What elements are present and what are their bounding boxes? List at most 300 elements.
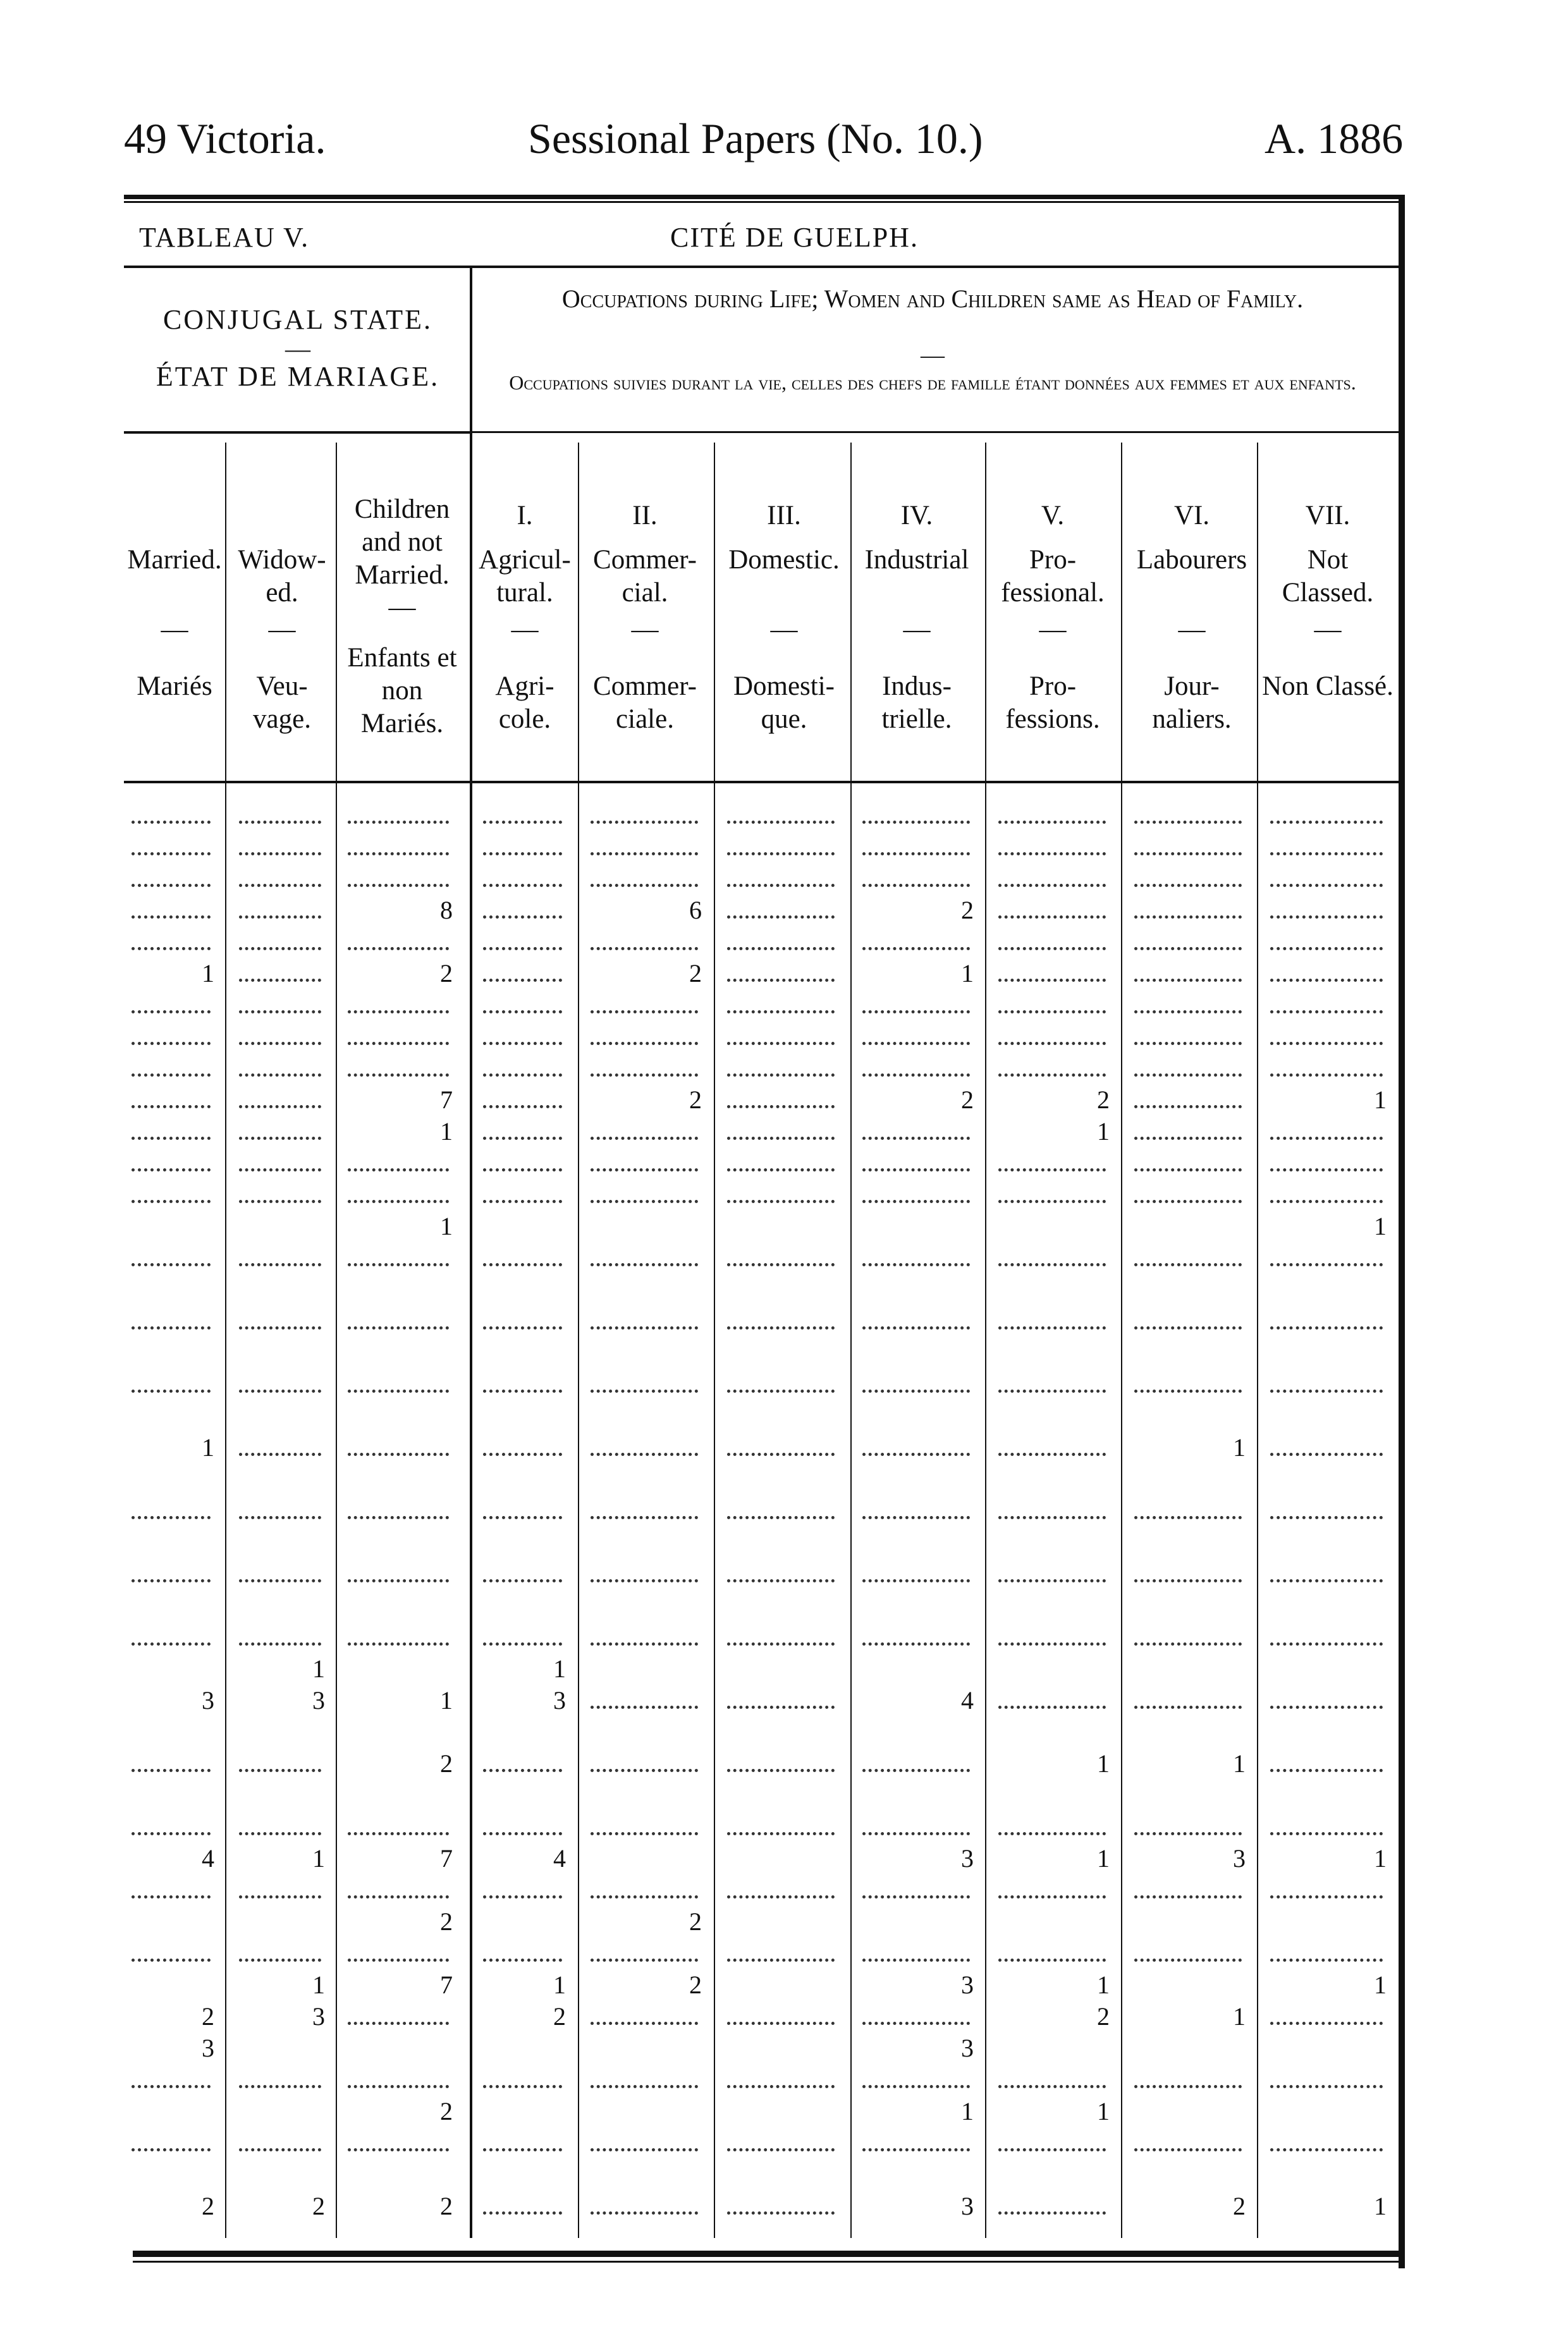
col-ind-num: IV.: [900, 501, 933, 530]
leader-dots: [348, 1042, 449, 1045]
col-dom-num: III.: [767, 501, 801, 530]
leader-dots: [862, 1579, 970, 1582]
col-prof-dash: —: [1039, 615, 1067, 644]
col-married-en: Married.: [127, 545, 222, 575]
leader-dots: [727, 1042, 835, 1045]
leader-dots: [998, 1263, 1106, 1266]
col-lab-num: VI.: [1173, 501, 1210, 530]
leader-dots: [998, 915, 1106, 919]
leader-dots: [483, 1579, 562, 1582]
leader-dots: [998, 1453, 1106, 1456]
leader-dots: [1134, 1579, 1242, 1582]
leader-dots: [132, 1390, 211, 1393]
leader-dots: [862, 2148, 970, 2151]
leader-dots: [862, 1326, 970, 1330]
table-cell: 3: [961, 1971, 974, 1999]
leader-dots: [998, 979, 1106, 982]
leader-dots: [132, 1959, 211, 1962]
col-divider: [985, 443, 986, 2238]
leader-dots: [1134, 1263, 1242, 1266]
leader-dots: [1270, 1010, 1383, 1013]
table-cell: 8: [440, 896, 453, 924]
leader-dots: [862, 1453, 970, 1456]
leader-dots: [1270, 1137, 1383, 1140]
leader-dots: [132, 2148, 211, 2151]
table-cell: 3: [312, 1686, 325, 1715]
col-prof-en: Pro-fessional.: [1001, 545, 1105, 608]
leader-dots: [727, 1105, 835, 1108]
bottom-rule: [133, 2251, 1401, 2257]
leader-dots: [727, 1326, 835, 1330]
table-cell: 3: [202, 1686, 214, 1715]
table-cell: 1: [553, 1654, 566, 1683]
leader-dots: [591, 1642, 698, 1646]
leader-dots: [239, 1326, 321, 1330]
leader-dots: [862, 2085, 970, 2088]
leader-dots: [1270, 1579, 1383, 1582]
conjugal-fr: ÉTAT DE MARIAGE.: [156, 361, 440, 392]
leader-dots: [998, 2211, 1106, 2215]
leader-dots: [483, 2148, 562, 2151]
leader-dots: [1134, 1642, 1242, 1646]
table-cell: 1: [1233, 1749, 1246, 1778]
table-cell: 1: [1233, 1433, 1246, 1462]
leader-dots: [132, 1516, 211, 1519]
leader-dots: [348, 852, 449, 855]
col-comm-num: II.: [632, 501, 658, 530]
col-comm-fr: Commer-ciale.: [593, 671, 697, 734]
col-ind-dash: —: [903, 615, 931, 644]
col-lab-en: Labourers: [1136, 545, 1247, 575]
table-cell: 2: [1233, 2192, 1246, 2220]
leader-dots: [483, 2211, 562, 2215]
leader-dots: [132, 1073, 211, 1077]
col-married-fr: Mariés: [137, 671, 212, 701]
leader-dots: [1134, 1200, 1242, 1203]
rule-under-conjugal: [124, 431, 472, 434]
leader-dots: [1270, 1959, 1383, 1962]
leader-dots: [1270, 821, 1383, 824]
leader-dots: [998, 2085, 1106, 2088]
table-cell: 1: [553, 1971, 566, 1999]
leader-dots: [998, 1010, 1106, 1013]
col-dom-en: Domestic.: [728, 545, 840, 575]
leader-dots: [483, 1073, 562, 1077]
table-cell: 2: [312, 2192, 325, 2220]
rule-under-colheads: [124, 781, 1399, 783]
leader-dots: [727, 1168, 835, 1171]
leader-dots: [862, 1832, 970, 1835]
leader-dots: [998, 1706, 1106, 1709]
table-cell: 7: [440, 1085, 453, 1114]
col-prof-num: V.: [1041, 501, 1065, 530]
leader-dots: [348, 1010, 449, 1013]
leader-dots: [239, 1168, 321, 1171]
leader-dots: [727, 1706, 835, 1709]
leader-dots: [132, 852, 211, 855]
top-rule: [124, 195, 1401, 199]
leader-dots: [348, 1168, 449, 1171]
table-cell: 4: [202, 1844, 214, 1873]
col-comm-dash: —: [631, 615, 659, 644]
table-cell: 1: [1233, 2002, 1246, 2031]
leader-dots: [998, 1895, 1106, 1899]
leader-dots: [348, 884, 449, 887]
leader-dots: [591, 821, 698, 824]
table-cell: 2: [202, 2002, 214, 2031]
leader-dots: [862, 1200, 970, 1203]
leader-dots: [1134, 1010, 1242, 1013]
leader-dots: [239, 1642, 321, 1646]
leader-dots: [591, 1706, 698, 1709]
leader-dots: [727, 2211, 835, 2215]
leader-dots: [483, 1326, 562, 1330]
leader-dots: [483, 1168, 562, 1171]
table-cell: 1: [961, 959, 974, 988]
col-widowed-en: Widow-ed.: [238, 545, 326, 608]
leader-dots: [998, 1516, 1106, 1519]
leader-dots: [862, 1010, 970, 1013]
table-cell: 4: [553, 1844, 566, 1873]
leader-dots: [1134, 2148, 1242, 2151]
leader-dots: [1270, 1168, 1383, 1171]
col-agri-num: I.: [517, 501, 533, 530]
leader-dots: [239, 947, 321, 950]
leader-dots: [727, 821, 835, 824]
leader-dots: [1134, 1895, 1242, 1899]
leader-dots: [1270, 1706, 1383, 1709]
leader-dots: [1270, 1073, 1383, 1077]
leader-dots: [998, 1642, 1106, 1646]
leader-dots: [132, 884, 211, 887]
table-cell: 1: [1097, 1749, 1110, 1778]
leader-dots: [239, 1200, 321, 1203]
leader-dots: [1134, 1168, 1242, 1171]
table-cell: 2: [440, 959, 453, 988]
table-cell: 2: [440, 2097, 453, 2125]
leader-dots: [239, 1137, 321, 1140]
leader-dots: [483, 947, 562, 950]
leader-dots: [998, 821, 1106, 824]
leader-dots: [483, 1832, 562, 1835]
leader-dots: [727, 884, 835, 887]
leader-dots: [1270, 1895, 1383, 1899]
col-divider: [1121, 443, 1122, 2238]
leader-dots: [727, 2148, 835, 2151]
leader-dots: [591, 1453, 698, 1456]
table-cell: 2: [1097, 1085, 1110, 1114]
leader-dots: [1134, 1326, 1242, 1330]
leader-dots: [483, 1895, 562, 1899]
leader-dots: [862, 947, 970, 950]
leader-dots: [591, 1579, 698, 1582]
col-divider: [578, 443, 579, 2238]
leader-dots: [727, 1959, 835, 1962]
leader-dots: [348, 1516, 449, 1519]
leader-dots: [591, 1168, 698, 1171]
leader-dots: [591, 852, 698, 855]
leader-dots: [132, 1642, 211, 1646]
col-agri-en: Agricul-tural.: [479, 545, 571, 608]
table-cell: 3: [961, 2034, 974, 2062]
rule-under-occupations: [472, 431, 1399, 433]
leader-dots: [348, 947, 449, 950]
col-children-dash: —: [388, 592, 416, 622]
top-rule-thin: [124, 201, 1401, 203]
leader-dots: [239, 821, 321, 824]
leader-dots: [591, 2148, 698, 2151]
leader-dots: [483, 1642, 562, 1646]
conjugal-en: CONJUGAL STATE.: [162, 304, 433, 335]
leader-dots: [998, 1390, 1106, 1393]
leader-dots: [348, 2085, 449, 2088]
col-nc-fr: Non Classé.: [1262, 671, 1393, 701]
leader-dots: [483, 1516, 562, 1519]
leader-dots: [1134, 1832, 1242, 1835]
table-cell: 2: [689, 1971, 702, 1999]
leader-dots: [348, 1832, 449, 1835]
leader-dots: [1134, 1042, 1242, 1045]
leader-dots: [591, 1010, 698, 1013]
leader-dots: [591, 1516, 698, 1519]
leader-dots: [483, 852, 562, 855]
leader-dots: [132, 1769, 211, 1772]
leader-dots: [591, 2211, 698, 2215]
col-divider: [1257, 443, 1258, 2238]
leader-dots: [862, 1516, 970, 1519]
leader-dots: [239, 1516, 321, 1519]
table-cell: 1: [440, 1686, 453, 1715]
leader-dots: [862, 1137, 970, 1140]
col-agri-fr: Agri-cole.: [495, 671, 554, 734]
leader-dots: [132, 821, 211, 824]
leader-dots: [1270, 1642, 1383, 1646]
running-head-center: Sessional Papers (No. 10.): [528, 114, 983, 162]
col-ind-en: Industrial: [864, 545, 969, 575]
col-divider: [850, 443, 852, 2238]
col-nc-num: VII.: [1305, 501, 1351, 530]
leader-dots: [1134, 1105, 1242, 1108]
col-ind-fr: Indus-trielle.: [881, 671, 952, 734]
leader-dots: [998, 1579, 1106, 1582]
leader-dots: [132, 1010, 211, 1013]
leader-dots: [348, 1959, 449, 1962]
leader-dots: [1134, 979, 1242, 982]
table-cell: 2: [202, 2192, 214, 2220]
leader-dots: [239, 1073, 321, 1077]
leader-dots: [862, 1263, 970, 1266]
leader-dots: [591, 1895, 698, 1899]
leader-dots: [239, 1390, 321, 1393]
leader-dots: [591, 1263, 698, 1266]
leader-dots: [132, 1895, 211, 1899]
leader-dots: [1270, 2148, 1383, 2151]
leader-dots: [348, 1326, 449, 1330]
table-cell: 1: [1374, 1085, 1387, 1114]
leader-dots: [483, 1010, 562, 1013]
leader-dots: [862, 1959, 970, 1962]
leader-dots: [132, 1105, 211, 1108]
col-children-en: Children and not Married.: [354, 494, 450, 590]
leader-dots: [132, 1200, 211, 1203]
leader-dots: [862, 884, 970, 887]
col-agri-dash: —: [511, 615, 539, 644]
leader-dots: [591, 1832, 698, 1835]
col-nc-en: Not Classed.: [1282, 545, 1374, 608]
table-cell: 1: [1097, 2097, 1110, 2125]
leader-dots: [1134, 884, 1242, 887]
leader-dots: [239, 1959, 321, 1962]
leader-dots: [862, 1895, 970, 1899]
leader-dots: [1270, 884, 1383, 887]
leader-dots: [998, 1326, 1106, 1330]
leader-dots: [727, 2022, 835, 2025]
leader-dots: [998, 884, 1106, 887]
leader-dots: [591, 1200, 698, 1203]
table-label: TABLEAU V.: [139, 222, 310, 253]
leader-dots: [591, 1042, 698, 1045]
leader-dots: [1270, 852, 1383, 855]
leader-dots: [727, 1579, 835, 1582]
col-married-dash: —: [161, 615, 188, 644]
leader-dots: [483, 979, 562, 982]
conjugal-dash: —: [285, 334, 310, 363]
col-prof-fr: Pro-fessions.: [1005, 671, 1100, 734]
leader-dots: [1134, 1516, 1242, 1519]
table-cell: 1: [961, 2097, 974, 2125]
leader-dots: [998, 1042, 1106, 1045]
col-divider-major: [470, 266, 472, 2238]
leader-dots: [862, 1073, 970, 1077]
col-lab-fr: Jour-naliers.: [1152, 671, 1232, 734]
leader-dots: [239, 1769, 321, 1772]
leader-dots: [239, 1453, 321, 1456]
col-comm-en: Commer-cial.: [593, 545, 697, 608]
leader-dots: [727, 1895, 835, 1899]
leader-dots: [483, 1263, 562, 1266]
leader-dots: [132, 1832, 211, 1835]
leader-dots: [348, 1895, 449, 1899]
leader-dots: [483, 884, 562, 887]
leader-dots: [348, 1073, 449, 1077]
leader-dots: [998, 1168, 1106, 1171]
table-cell: 3: [961, 2192, 974, 2220]
col-dom-fr: Domesti-que.: [733, 671, 835, 734]
col-divider: [714, 443, 715, 2238]
table-cell: 2: [1097, 2002, 1110, 2031]
leader-dots: [1134, 1073, 1242, 1077]
leader-dots: [348, 2148, 449, 2151]
leader-dots: [591, 947, 698, 950]
leader-dots: [1134, 1390, 1242, 1393]
leader-dots: [862, 1042, 970, 1045]
leader-dots: [348, 1200, 449, 1203]
leader-dots: [483, 1769, 562, 1772]
leader-dots: [1270, 915, 1383, 919]
leader-dots: [998, 1200, 1106, 1203]
col-divider: [225, 443, 226, 2238]
col-children-fr: Enfants et non Mariés.: [347, 643, 457, 738]
leader-dots: [239, 1832, 321, 1835]
col-widowed-fr: Veu-vage.: [253, 671, 311, 734]
leader-dots: [862, 821, 970, 824]
leader-dots: [998, 852, 1106, 855]
leader-dots: [727, 1453, 835, 1456]
leader-dots: [727, 979, 835, 982]
table-cell: 3: [553, 1686, 566, 1715]
leader-dots: [348, 1579, 449, 1582]
col-widowed-dash: —: [268, 615, 296, 644]
running-head-left: 49 Victoria.: [124, 114, 326, 162]
rule-under-title: [124, 266, 1401, 268]
leader-dots: [483, 2085, 562, 2088]
leader-dots: [348, 1390, 449, 1393]
leader-dots: [1270, 1832, 1383, 1835]
leader-dots: [1270, 1263, 1383, 1266]
leader-dots: [239, 1579, 321, 1582]
leader-dots: [727, 1200, 835, 1203]
right-border: [1399, 195, 1405, 2268]
leader-dots: [1134, 915, 1242, 919]
leader-dots: [483, 821, 562, 824]
leader-dots: [727, 1516, 835, 1519]
leader-dots: [1134, 1706, 1242, 1709]
leader-dots: [727, 1642, 835, 1646]
leader-dots: [483, 1200, 562, 1203]
leader-dots: [1270, 2085, 1383, 2088]
leader-dots: [727, 1073, 835, 1077]
leader-dots: [239, 1105, 321, 1108]
table-cell: 1: [202, 959, 214, 988]
leader-dots: [132, 2085, 211, 2088]
table-cell: 2: [689, 1907, 702, 1936]
leader-dots: [591, 1137, 698, 1140]
leader-dots: [862, 1769, 970, 1772]
leader-dots: [862, 1390, 970, 1393]
col-lab-dash: —: [1178, 615, 1206, 644]
table-cell: 1: [1374, 1212, 1387, 1240]
leader-dots: [862, 2022, 970, 2025]
leader-dots: [239, 979, 321, 982]
leader-dots: [348, 821, 449, 824]
table-cell: 3: [312, 2002, 325, 2031]
leader-dots: [132, 1042, 211, 1045]
table-cell: 3: [202, 2034, 214, 2062]
table-cell: 2: [961, 896, 974, 924]
leader-dots: [998, 1832, 1106, 1835]
leader-dots: [727, 947, 835, 950]
table-cell: 1: [1374, 1844, 1387, 1873]
col-dom-dash: —: [770, 615, 798, 644]
leader-dots: [998, 1073, 1106, 1077]
leader-dots: [591, 2022, 698, 2025]
leader-dots: [348, 1642, 449, 1646]
leader-dots: [1270, 1042, 1383, 1045]
leader-dots: [862, 1168, 970, 1171]
leader-dots: [727, 1010, 835, 1013]
leader-dots: [132, 947, 211, 950]
leader-dots: [1270, 1516, 1383, 1519]
bottom-rule-thin: [133, 2261, 1401, 2263]
leader-dots: [998, 947, 1106, 950]
occupations-dash: —: [921, 342, 945, 369]
leader-dots: [239, 1895, 321, 1899]
leader-dots: [483, 1137, 562, 1140]
table-cell: 2: [553, 2002, 566, 2031]
leader-dots: [1270, 947, 1383, 950]
leader-dots: [1270, 1769, 1383, 1772]
leader-dots: [483, 1959, 562, 1962]
